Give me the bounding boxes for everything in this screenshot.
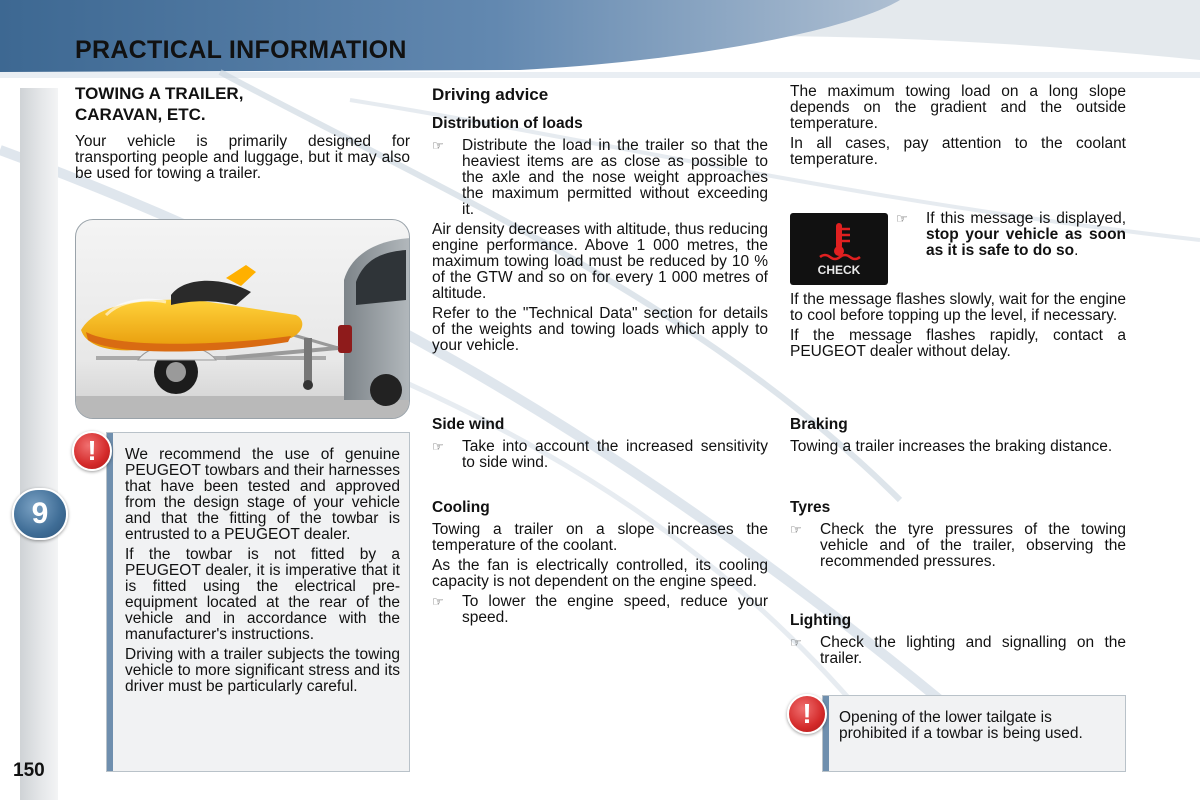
distribution-heading: Distribution of loads xyxy=(432,115,583,132)
message-bullet xyxy=(896,211,1126,263)
side-wind-bullet: ☞ Take into account the increased sensitivity to side wind. xyxy=(432,438,768,471)
technical-data-text: Refer to the "Technical Data" section for details of the weights and towing loads which apply to your vehicle. xyxy=(432,305,768,354)
tailgate-warning-box xyxy=(822,695,1126,772)
warning-bar xyxy=(107,433,113,771)
coolant-warning-lamp xyxy=(790,213,888,285)
cooling-bullet: ☞ To lower the engine speed, reduce your speed. xyxy=(432,593,768,626)
side-strip xyxy=(20,88,58,800)
warning-paragraph-1: We recommend the use of genuine PEUGEOT towbars and their harnesses that have been tested and approved from the design stage of your vehicle and that the fitting of the towbar is entrusted to a PEUGEOT dealer. xyxy=(125,446,400,543)
tyres-bullet: ☞ Check the tyre pressures of the towing vehicle and of the trailer, observing the recommended pressures. xyxy=(790,521,1126,570)
towbar-warning-box xyxy=(106,432,410,772)
distribution-bullet: ☞ Distribute the load in the trailer so that the heaviest items are as close as possible to the axle and the nose weight approaches the maximum permitted without exceeding it. xyxy=(432,137,768,218)
pointing-hand-icon: ☞ xyxy=(896,211,908,226)
jetski-trailer-image xyxy=(76,220,410,419)
side-wind-section xyxy=(432,416,768,475)
intro-text: Your vehicle is primarily designed for transporting people and luggage, but it may also be used for towing a trailer. xyxy=(75,133,410,182)
pointing-hand-icon: ☞ xyxy=(432,439,444,454)
cooling-heading: Cooling xyxy=(432,499,490,516)
column-3-top xyxy=(790,84,1126,172)
driving-advice-heading: Driving advice xyxy=(432,85,549,104)
towbar-warning-text xyxy=(125,447,400,699)
cooling-section xyxy=(432,499,768,630)
exclamation-icon: ! xyxy=(787,694,827,734)
tailgate-warning-text: Opening of the lower tailgate is prohibited if a towbar is being used. xyxy=(839,709,1083,742)
page-title: PRACTICAL INFORMATION xyxy=(75,36,407,64)
coolant-temperature-icon xyxy=(790,213,888,263)
message-text xyxy=(926,211,1126,259)
altitude-text: Air density decreases with altitude, thus reducing engine performance. Above 1 000 metres, the maximum towing load must be reduced by 10 % of the GTW and so on for every 1 000 metres of altitude. xyxy=(432,221,769,302)
warning-paragraph-2: If the towbar is not fitted by a PEUGEOT dealer, it is imperative that it is fitted using the electrical pre-equipment located at the rear of the vehicle and in accordance with the manufacturer's instructions. xyxy=(125,546,400,643)
lighting-section xyxy=(790,612,1126,671)
flash-slow-text: If the message flashes slowly, wait for the engine to cool before topping up the level, if necessary. xyxy=(790,291,1126,324)
trailer-illustration xyxy=(75,219,410,419)
message-details xyxy=(790,292,1126,364)
pointing-hand-icon: ☞ xyxy=(432,138,444,153)
pointing-hand-icon: ☞ xyxy=(432,594,444,609)
flash-fast-text: If the message flashes rapidly, contact a PEUGEOT dealer without delay. xyxy=(790,327,1126,360)
message-pre: If this message is displayed, xyxy=(926,210,1126,227)
coolant-text: In all cases, pay attention to the coolant temperature. xyxy=(790,135,1126,168)
cooling-paragraph-2: As the fan is electrically controlled, its cooling capacity is not dependent on the engine speed. xyxy=(432,557,768,590)
column-2 xyxy=(432,84,768,358)
message-bullet-row xyxy=(896,211,1126,259)
message-bold: stop your vehicle as soon as it is safe to do so xyxy=(926,226,1126,259)
towing-load-text: The maximum towing load on a long slope depends on the gradient and the outside temperature. xyxy=(790,83,1126,132)
tyres-section xyxy=(790,499,1126,574)
exclamation-icon: ! xyxy=(72,431,112,471)
warning-paragraph-3: Driving with a trailer subjects the towing vehicle to more significant stress and its driver must be particularly careful. xyxy=(125,646,400,695)
pointing-hand-icon: ☞ xyxy=(790,522,802,537)
pointing-hand-icon: ☞ xyxy=(790,635,802,650)
lamp-label: CHECK xyxy=(817,263,861,277)
column-1 xyxy=(75,83,410,186)
tyres-heading: Tyres xyxy=(790,499,831,516)
side-wind-heading: Side wind xyxy=(432,416,505,433)
braking-section xyxy=(790,416,1126,459)
lighting-bullet: ☞ Check the lighting and signalling on the trailer. xyxy=(790,634,1126,667)
section-heading-line2: CARAVAN, ETC. xyxy=(75,105,206,124)
page-number: 150 xyxy=(13,760,45,781)
braking-heading: Braking xyxy=(790,416,848,433)
section-heading-line1: TOWING A TRAILER, xyxy=(75,84,244,103)
cooling-paragraph-1: Towing a trailer on a slope increases the temperature of the coolant. xyxy=(432,521,768,554)
chapter-badge: 9 xyxy=(12,488,68,540)
lighting-heading: Lighting xyxy=(790,612,852,629)
braking-text: Towing a trailer increases the braking distance. xyxy=(790,438,1113,455)
message-end: . xyxy=(1074,242,1079,259)
